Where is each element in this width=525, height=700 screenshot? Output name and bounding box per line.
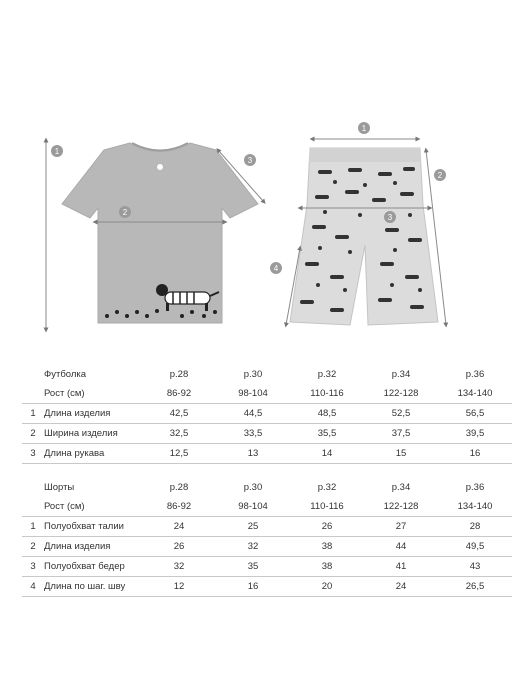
- height-cell: 86-92: [166, 501, 192, 512]
- value-cell: 48,5: [290, 404, 364, 424]
- row-number: 4: [22, 577, 44, 597]
- value-cell: 32: [216, 537, 290, 557]
- shorts-marker-3: [384, 211, 396, 223]
- value-cell: 37,5: [364, 424, 438, 444]
- table-row: [22, 444, 512, 464]
- value-cell: 20: [290, 577, 364, 597]
- value-cell: 24: [364, 577, 438, 597]
- height-cell: 98-104: [238, 388, 268, 399]
- value-cell: 52,5: [364, 404, 438, 424]
- value-cell: 26,5: [438, 577, 512, 597]
- row-label: Длина изделия: [44, 537, 142, 557]
- shorts-drawing: [270, 122, 446, 325]
- table-row: [22, 537, 512, 557]
- row-number: 2: [22, 537, 44, 557]
- size-cell: р.34: [391, 369, 411, 380]
- table-row: [22, 577, 512, 597]
- value-cell: 49,5: [438, 537, 512, 557]
- svg-text:1: 1: [54, 147, 60, 156]
- value-cell: 28: [438, 517, 512, 537]
- row-number: 1: [22, 404, 44, 424]
- tshirt-sizes-row: [22, 365, 512, 384]
- row-label: Длина изделия: [44, 404, 142, 424]
- height-cell: 86-92: [166, 388, 192, 399]
- value-cell: 27: [364, 517, 438, 537]
- value-cell: 26: [290, 517, 364, 537]
- size-cell: р.32: [317, 369, 337, 380]
- size-cell: р.36: [465, 482, 485, 493]
- shorts-marker-2: [434, 169, 446, 181]
- row-label: Длина рукава: [44, 444, 142, 464]
- height-cell: 134-140: [457, 388, 493, 399]
- height-label: Рост (см): [44, 501, 85, 512]
- value-cell: 41: [364, 557, 438, 577]
- size-cell: р.28: [169, 482, 189, 493]
- value-cell: 43: [438, 557, 512, 577]
- value-cell: 16: [216, 577, 290, 597]
- tshirt-marker-1: [51, 145, 63, 157]
- size-cell: р.28: [169, 369, 189, 380]
- value-cell: 39,5: [438, 424, 512, 444]
- tshirt-title: Футболка: [44, 369, 87, 380]
- svg-text:2: 2: [122, 208, 128, 217]
- value-cell: 24: [142, 517, 216, 537]
- tshirt-heights-row: [22, 384, 512, 404]
- value-cell: 12,5: [142, 444, 216, 464]
- value-cell: 32: [142, 557, 216, 577]
- height-label: Рост (см): [44, 388, 85, 399]
- value-cell: 25: [216, 517, 290, 537]
- shorts-marker-4: [270, 262, 282, 274]
- value-cell: 26: [142, 537, 216, 557]
- size-cell: р.34: [391, 482, 411, 493]
- shorts-title: Шорты: [44, 482, 75, 493]
- height-cell: 134-140: [457, 501, 493, 512]
- row-label: Полуобхват бедер: [44, 557, 142, 577]
- value-cell: 33,5: [216, 424, 290, 444]
- size-cell: р.36: [465, 369, 485, 380]
- row-number: 2: [22, 424, 44, 444]
- tshirt-drawing: [46, 140, 264, 330]
- svg-text:1: 1: [361, 124, 367, 133]
- value-cell: 44: [364, 537, 438, 557]
- value-cell: 35: [216, 557, 290, 577]
- tshirt-size-table: [22, 365, 512, 464]
- size-tables: [0, 365, 525, 597]
- value-cell: 13: [216, 444, 290, 464]
- row-number: 3: [22, 444, 44, 464]
- table-row: [22, 404, 512, 424]
- table-row: [22, 424, 512, 444]
- row-label: Полуобхват талии: [44, 517, 142, 537]
- value-cell: 14: [290, 444, 364, 464]
- brand-label-icon: [157, 164, 163, 170]
- shorts-sizes-row: [22, 478, 512, 497]
- value-cell: 38: [290, 557, 364, 577]
- value-cell: 16: [438, 444, 512, 464]
- tshirt-marker-2: [119, 206, 131, 218]
- size-cell: р.30: [243, 369, 263, 380]
- row-number: 3: [22, 557, 44, 577]
- height-cell: 110-116: [310, 388, 344, 399]
- table-row: [22, 557, 512, 577]
- value-cell: 44,5: [216, 404, 290, 424]
- tshirt-marker-3: [244, 154, 256, 166]
- row-number: 1: [22, 517, 44, 537]
- svg-text:3: 3: [387, 213, 393, 222]
- row-label: Ширина изделия: [44, 424, 142, 444]
- row-label: Длина по шаг. шву: [44, 577, 142, 597]
- value-cell: 38: [290, 537, 364, 557]
- size-cell: р.32: [317, 482, 337, 493]
- svg-text:2: 2: [437, 171, 443, 180]
- value-cell: 56,5: [438, 404, 512, 424]
- height-cell: 98-104: [238, 501, 268, 512]
- table-row: [22, 517, 512, 537]
- shorts-heights-row: [22, 497, 512, 517]
- value-cell: 12: [142, 577, 216, 597]
- svg-text:3: 3: [247, 156, 253, 165]
- value-cell: 35,5: [290, 424, 364, 444]
- value-cell: 15: [364, 444, 438, 464]
- value-cell: 42,5: [142, 404, 216, 424]
- height-cell: 110-116: [310, 501, 344, 512]
- value-cell: 32,5: [142, 424, 216, 444]
- shorts-marker-1: [358, 122, 370, 134]
- shorts-size-table: [22, 478, 512, 597]
- height-cell: 122-128: [383, 501, 419, 512]
- height-cell: 122-128: [383, 388, 419, 399]
- size-cell: р.30: [243, 482, 263, 493]
- svg-text:4: 4: [273, 264, 279, 273]
